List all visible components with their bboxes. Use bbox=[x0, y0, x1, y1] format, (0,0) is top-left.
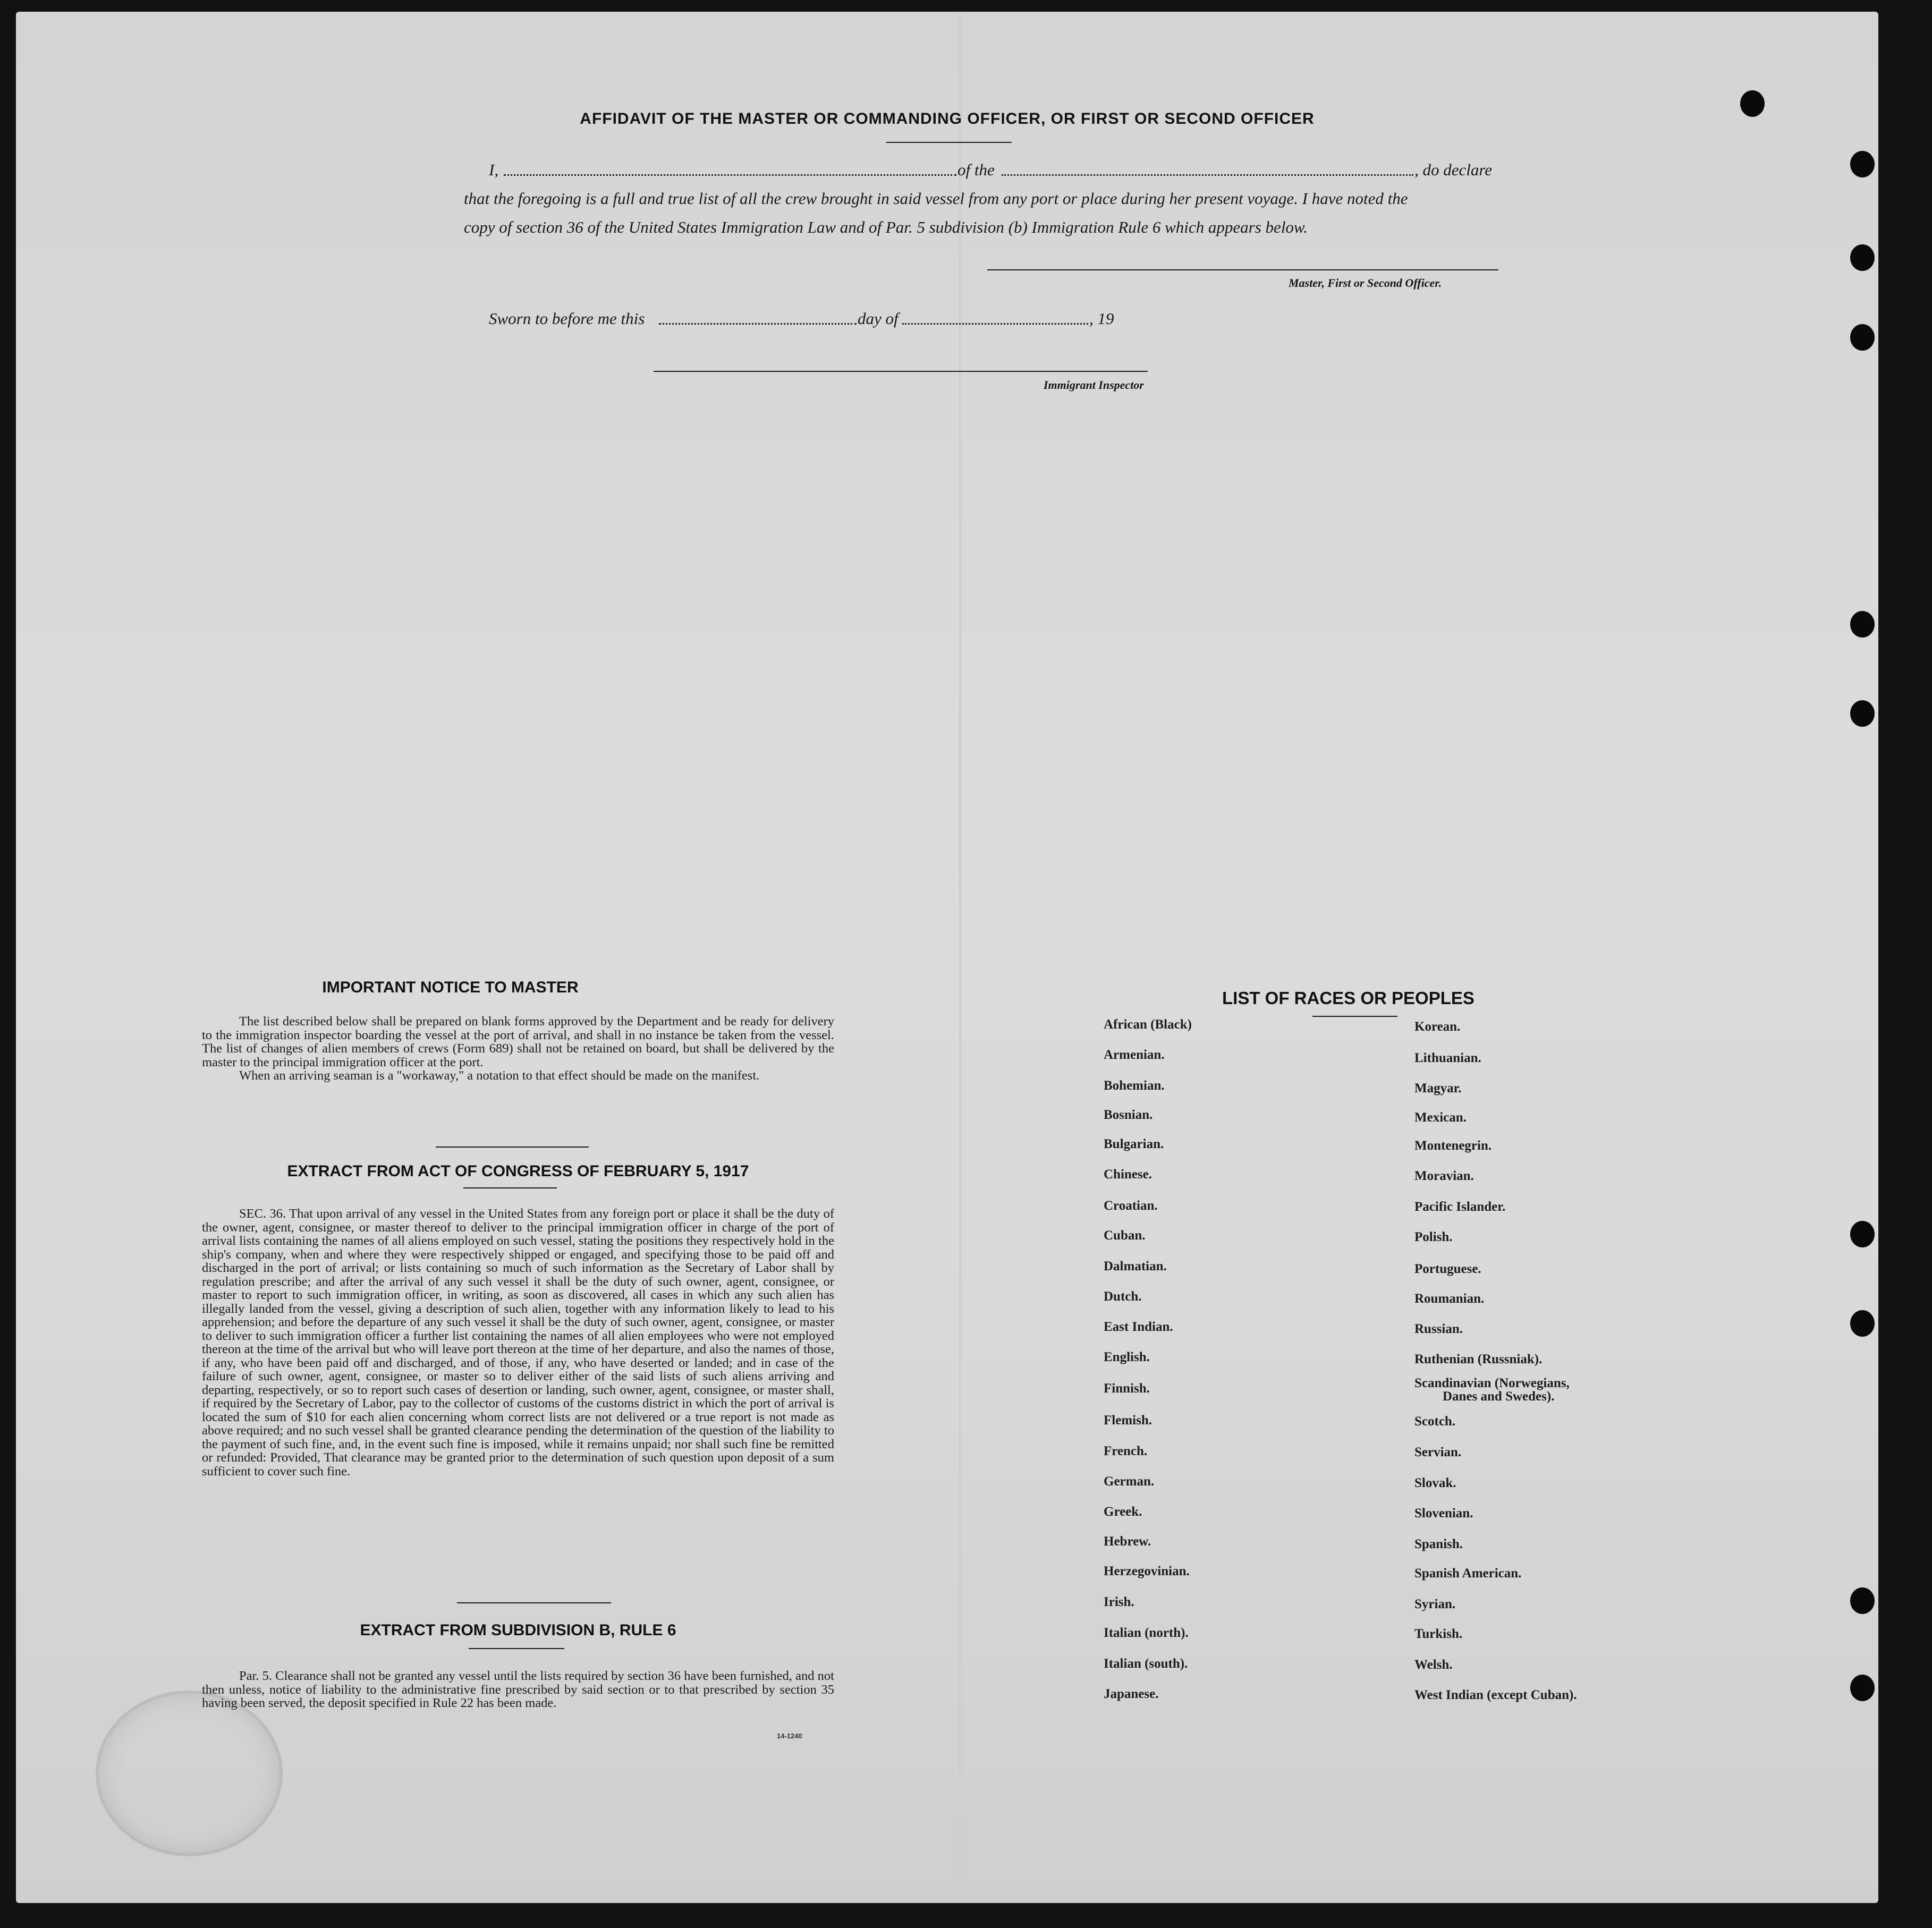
race-item: Polish. bbox=[1414, 1230, 1453, 1244]
page-fold bbox=[959, 12, 961, 1903]
document-page bbox=[16, 12, 1878, 1903]
punch-hole bbox=[1850, 1221, 1875, 1247]
name-blank bbox=[504, 174, 956, 176]
race-item: Spanish American. bbox=[1414, 1566, 1522, 1581]
races-title-divider bbox=[1312, 1016, 1397, 1017]
race-item: Ruthenian (Russniak). bbox=[1414, 1352, 1543, 1366]
race-item: Moravian. bbox=[1414, 1169, 1474, 1183]
inspector-signature-line bbox=[654, 371, 1148, 372]
punch-hole bbox=[1850, 324, 1875, 351]
race-item: Greek. bbox=[1104, 1505, 1142, 1519]
affidavit-line3: copy of section 36 of the United States Immigration Law and of Par. 5 subdivision (b) Immigration Rule 6 which appears below. bbox=[464, 218, 1308, 236]
race-item: West Indian (except Cuban). bbox=[1414, 1688, 1577, 1702]
sworn-text: Sworn to before me this bbox=[489, 309, 645, 328]
race-item: Slovenian. bbox=[1414, 1506, 1473, 1521]
race-item: Welsh. bbox=[1414, 1658, 1453, 1672]
race-item: Hebrew. bbox=[1104, 1534, 1151, 1549]
race-item: Scandinavian (Norwegians, bbox=[1414, 1376, 1570, 1390]
race-item: French. bbox=[1104, 1444, 1148, 1458]
section-divider bbox=[436, 1146, 589, 1148]
punch-hole bbox=[1850, 151, 1875, 177]
notice-title: IMPORTANT NOTICE TO MASTER bbox=[322, 979, 579, 996]
affidavit-i: I, bbox=[489, 160, 499, 179]
race-item: Servian. bbox=[1414, 1445, 1462, 1459]
vessel-blank bbox=[1002, 174, 1413, 176]
race-item: Chinese. bbox=[1104, 1167, 1152, 1182]
race-item: English. bbox=[1104, 1350, 1150, 1364]
notice-paragraph-2: When an arriving seaman is a "workaway," a notation to that effect should be made on the manifest. bbox=[239, 1068, 760, 1083]
extract-act-body bbox=[202, 1207, 834, 1478]
race-item: Magyar. bbox=[1414, 1081, 1462, 1095]
title-divider bbox=[886, 142, 1012, 143]
race-item: Spanish. bbox=[1414, 1537, 1463, 1551]
embossed-seal bbox=[96, 1691, 283, 1856]
punch-hole bbox=[1850, 244, 1875, 271]
punch-hole bbox=[1850, 1587, 1875, 1614]
race-item: Dutch. bbox=[1104, 1289, 1142, 1304]
race-item: Armenian. bbox=[1104, 1048, 1165, 1062]
race-item: Portuguese. bbox=[1414, 1262, 1481, 1276]
race-item: Flemish. bbox=[1104, 1413, 1152, 1428]
master-signature-line bbox=[987, 269, 1498, 270]
race-item: Montenegrin. bbox=[1414, 1139, 1492, 1153]
sworn-day-blank bbox=[659, 323, 857, 325]
punch-hole bbox=[1850, 1310, 1875, 1337]
races-title: LIST OF RACES OR PEOPLES bbox=[1222, 988, 1475, 1008]
race-item: East Indian. bbox=[1104, 1320, 1173, 1334]
race-item: Korean. bbox=[1414, 1020, 1461, 1034]
race-item: Bohemian. bbox=[1104, 1078, 1165, 1093]
race-item: Turkish. bbox=[1414, 1627, 1463, 1641]
year-text: , 19 bbox=[1089, 309, 1114, 328]
punch-hole bbox=[1850, 611, 1875, 638]
affidavit-line2: that the foregoing is a full and true list of all the crew brought in said vessel from any port or place during her present voyage. I have noted the bbox=[464, 189, 1408, 208]
race-item: Cuban. bbox=[1104, 1228, 1146, 1243]
race-item: Bulgarian. bbox=[1104, 1137, 1164, 1151]
race-item: Mexican. bbox=[1414, 1110, 1467, 1125]
race-item: Roumanian. bbox=[1414, 1292, 1485, 1306]
affidavit-declare: , do declare bbox=[1414, 160, 1493, 179]
master-label: Master, First or Second Officer. bbox=[1289, 276, 1442, 290]
race-item: Italian (south). bbox=[1104, 1657, 1188, 1671]
race-item: Irish. bbox=[1104, 1595, 1134, 1609]
extract-rule-body bbox=[202, 1669, 834, 1710]
race-item: Russian. bbox=[1414, 1322, 1463, 1336]
race-item: German. bbox=[1104, 1474, 1155, 1489]
section-divider bbox=[457, 1602, 611, 1603]
race-item: Croatian. bbox=[1104, 1199, 1158, 1213]
punch-hole bbox=[1850, 1675, 1875, 1701]
form-number: 14-1240 bbox=[777, 1732, 802, 1740]
race-item: Lithuanian. bbox=[1414, 1051, 1481, 1065]
race-item: Dalmatian. bbox=[1104, 1259, 1167, 1273]
race-item: Italian (north). bbox=[1104, 1626, 1189, 1640]
inspector-label: Immigrant Inspector bbox=[1044, 378, 1144, 392]
section-divider bbox=[463, 1187, 557, 1188]
race-item: Bosnian. bbox=[1104, 1108, 1153, 1122]
day-of-text: day of bbox=[858, 309, 899, 328]
sworn-month-blank bbox=[902, 323, 1088, 325]
race-item: Slovak. bbox=[1414, 1476, 1456, 1490]
notice-paragraph-1: The list described below shall be prepared on blank forms approved by the Department and be ready for delivery to the immigration inspector boarding the vessel at the port of arrival, and shall in no instance be taken from the vessel. The list of changes of alien members of crews (Form 689) shall not be retained on board, but shall be delivered by the master to the principal immigration officer at the port. bbox=[202, 1014, 834, 1069]
punch-hole bbox=[1850, 700, 1875, 727]
section-36-text: SEC. 36. That upon arrival of any vessel in the United States from any foreign port or place it shall be the duty of the owner, agent, consignee, or master thereof to deliver to the principal immigration officer in charge of the port of arrival lists containing the names of all aliens employed on such vessel, stating the positions they respectively hold in the ship's company, when and where they were respectively shipped or engaged, and specifying those to be paid off and discharged in the port of arrival; or lists containing so much of such information as the Secretary of Labor shall by regulation prescribe; and after the arrival of any such vessel it shall be the duty of such owner, agent, consignee, or master to report to such immigration officer, in writing, as soon as discovered, all cases in which any such alien has illegally landed from the vessel, giving a description of such alien, together with any information likely to lead to his apprehension; and before the departure of any such vessel it shall be the duty of such owner, agent, consignee, or master to deliver to such immigration officer a further list containing the names of all alien employees who were not employed thereon at the time of the arrival but who will leave port thereon at the time of her departure, and also the names of those, if any, who have been paid off and discharged, and of those, if any, who have deserted or landed; and in case of the failure of such owner, agent, consignee, or master so to deliver either of the said lists of such aliens arriving and departing, respectively, or so to report such cases of desertion or landing, such owner, agent, consignee, or master shall, if required by the Secretary of Labor, pay to the collector of customs of the customs district in which the port of arrival is located the sum of $10 for each alien concerning whom correct lists are not delivered or a true report is not made as above required; and no such vessel shall be granted clearance pending the determination of the question of the liability to the payment of such fine, and, in the event such fine is imposed, while it remains unpaid; nor shall such fine be remitted or refunded: Provided, That clearance may be granted prior to the determination of such question upon deposit of a sum sufficient to cover such fine. bbox=[202, 1207, 834, 1479]
affidavit-of-the: of the bbox=[957, 160, 995, 179]
race-item: Japanese. bbox=[1104, 1687, 1159, 1701]
race-item: Finnish. bbox=[1104, 1381, 1150, 1396]
race-item: Syrian. bbox=[1414, 1597, 1456, 1611]
extract-act-title: EXTRACT FROM ACT OF CONGRESS OF FEBRUARY 5, 1917 bbox=[287, 1162, 749, 1180]
race-item: Danes and Swedes). bbox=[1443, 1389, 1555, 1404]
notice-body bbox=[202, 1015, 834, 1083]
par-5-text: Par. 5. Clearance shall not be granted any vessel until the lists required by section 36 have been furnished, and not then unless, notice of liability to the administrative fine prescribed by said section or to that prescribed by section 35 having been served, the deposit specified in Rule 22 has been made. bbox=[202, 1669, 834, 1710]
section-divider bbox=[469, 1648, 564, 1649]
affidavit-title: AFFIDAVIT OF THE MASTER OR COMMANDING OFFICER, OR FIRST OR SECOND OFFICER bbox=[580, 110, 1315, 128]
extract-rule-title: EXTRACT FROM SUBDIVISION B, RULE 6 bbox=[360, 1621, 676, 1639]
race-item: Herzegovinian. bbox=[1104, 1564, 1190, 1578]
race-item: African (Black) bbox=[1104, 1017, 1192, 1032]
race-item: Pacific Islander. bbox=[1414, 1200, 1506, 1214]
race-item: Scotch. bbox=[1414, 1414, 1456, 1429]
